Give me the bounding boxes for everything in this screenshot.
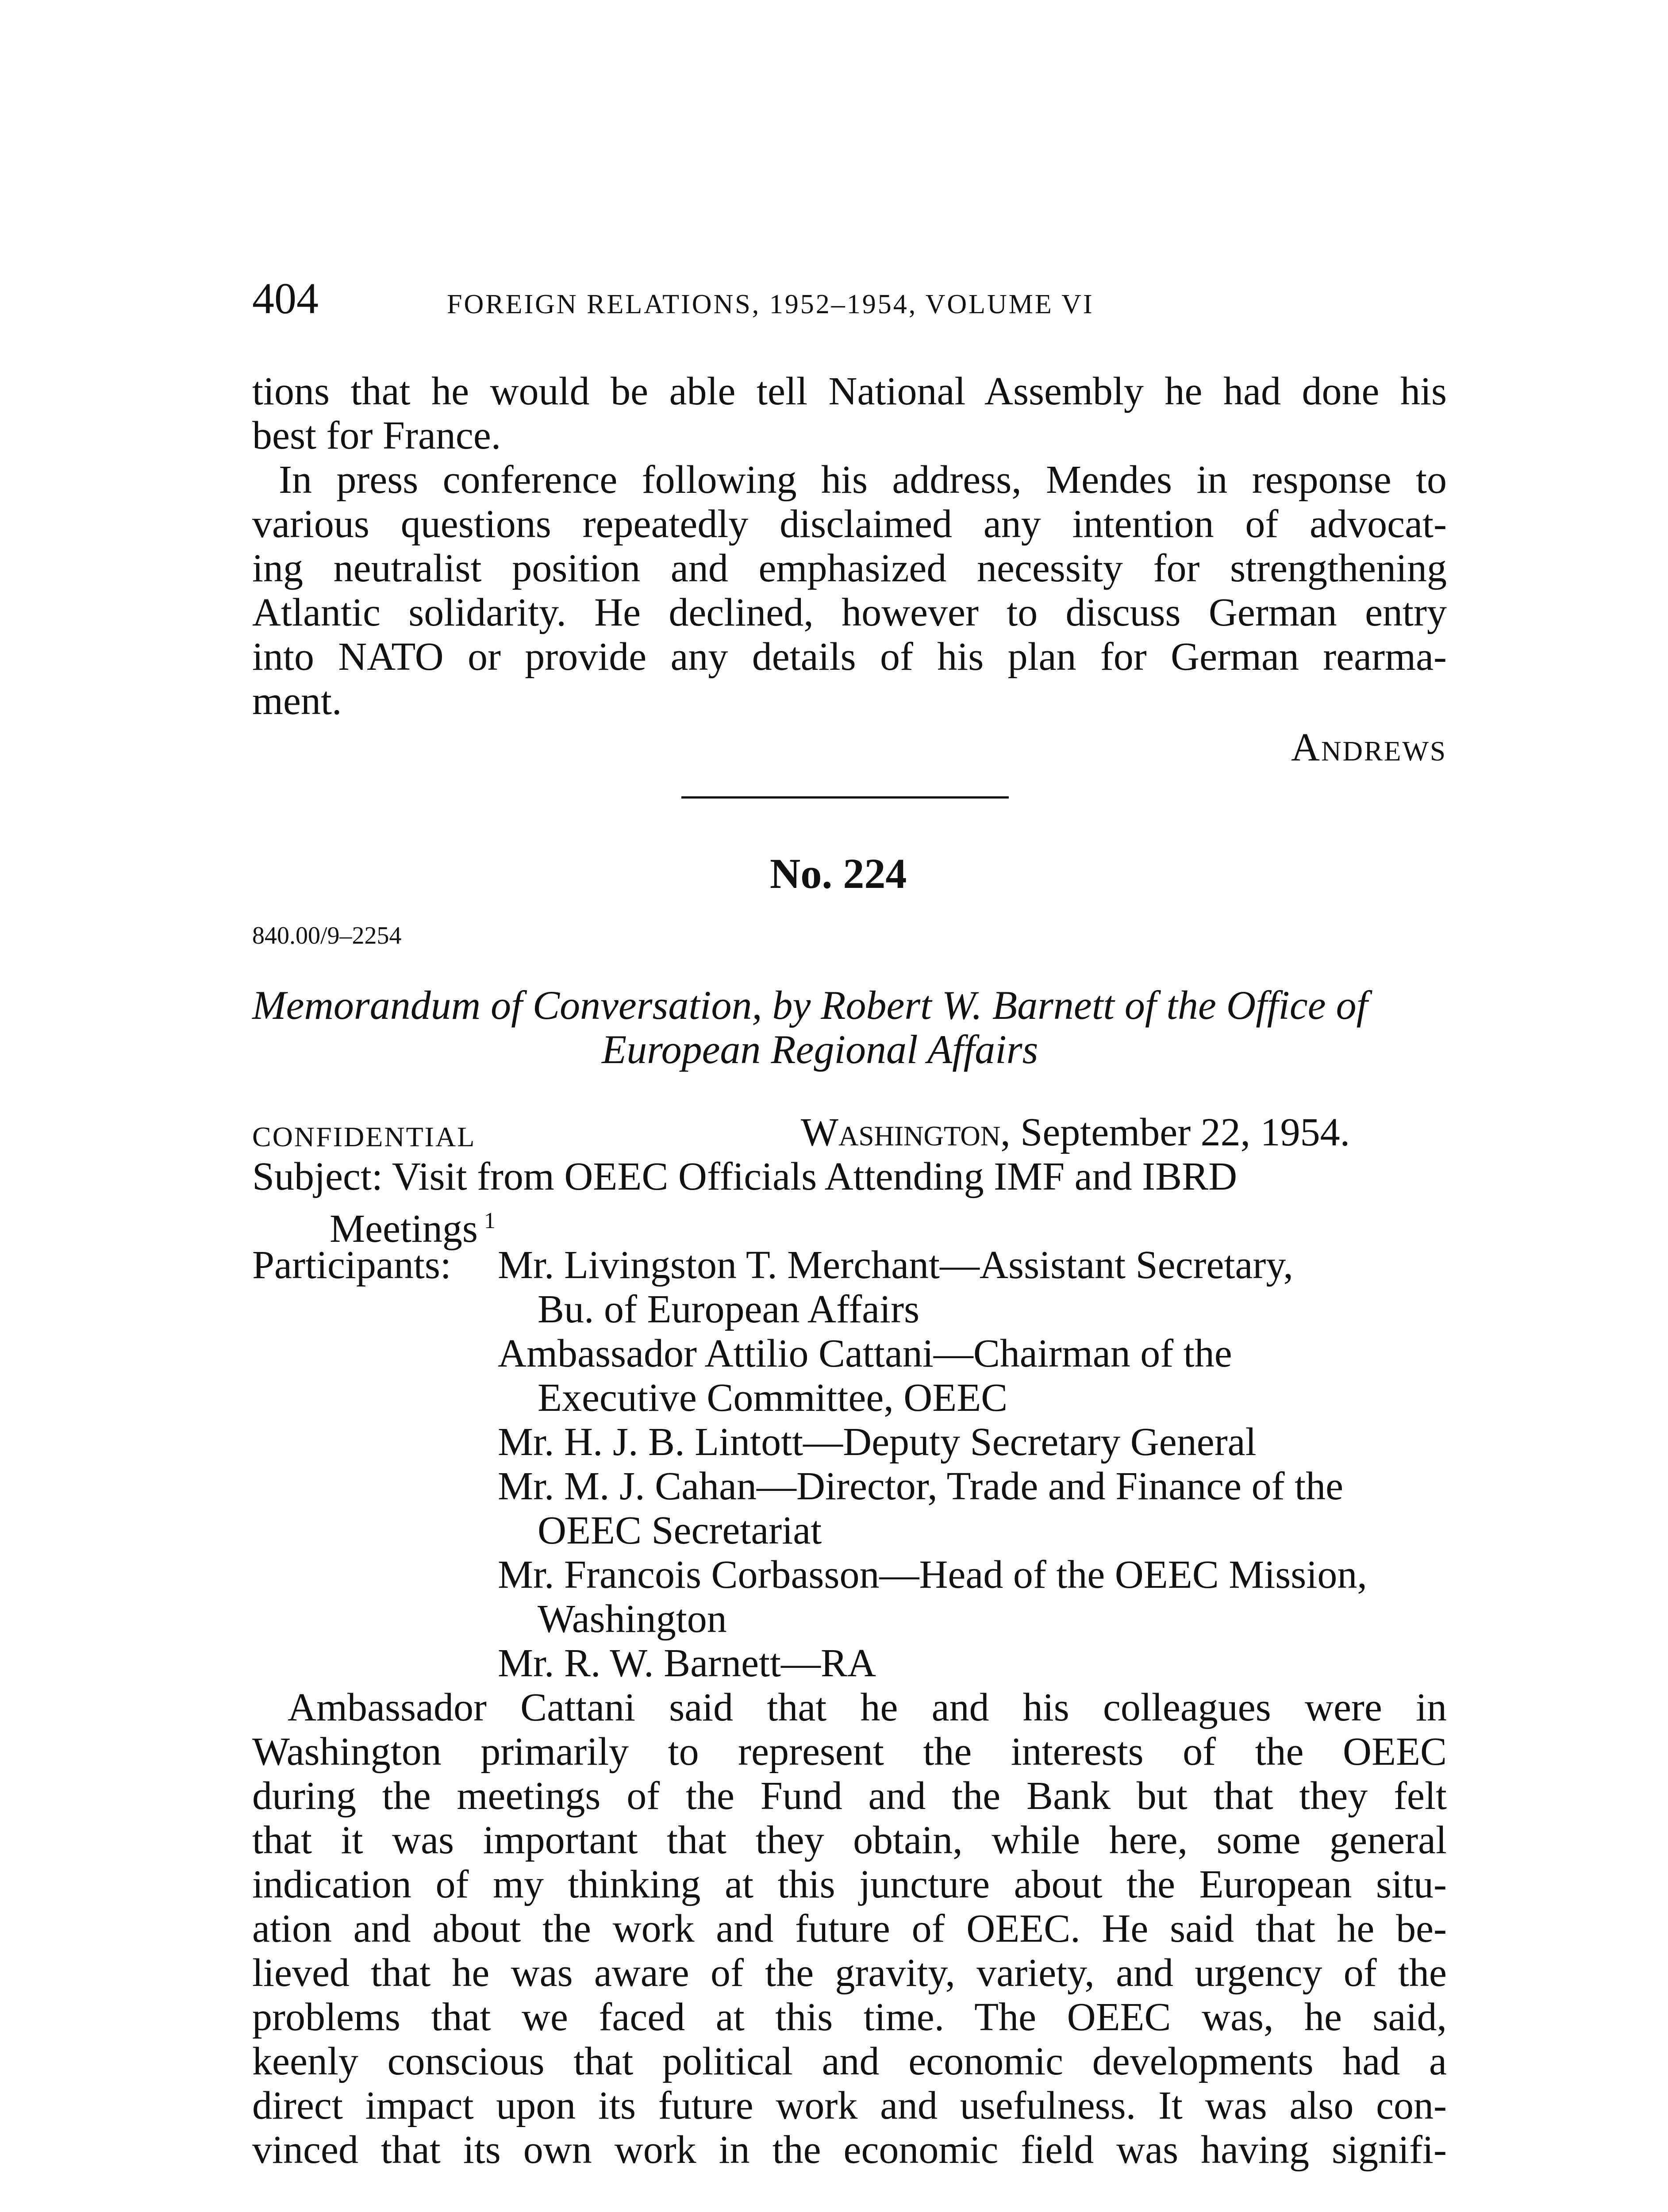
participant-line: Mr. M. J. Cahan—Director, Trade and Finance of the xyxy=(498,1464,1344,1508)
participant-line: Mr. R. W. Barnett—RA xyxy=(498,1641,876,1685)
body-line: problems that we faced at this time. The OEEC was, he said, xyxy=(252,1995,1447,2039)
body-line: Ambassador Cattani said that he and his colleagues were in xyxy=(288,1686,1447,1729)
running-title: FOREIGN RELATIONS, 1952–1954, VOLUME VI xyxy=(447,289,1094,319)
participant-line: Bu. of European Affairs xyxy=(538,1287,920,1331)
press-paragraph-line: ing neutralist position and emphasized necessity for strengthening xyxy=(252,546,1447,590)
subject-text: Meetings xyxy=(330,1207,478,1251)
signature: Andrews xyxy=(1291,726,1447,769)
subject-line xyxy=(252,1155,1237,1199)
body-line: ation and about the work and future of OEEC. He said that he be- xyxy=(252,1907,1447,1951)
participant-line: Mr. Livingston T. Merchant—Assistant Secretary, xyxy=(498,1243,1294,1287)
press-paragraph-line: ment. xyxy=(252,679,342,723)
dateline-place: Washington, xyxy=(801,1110,1011,1154)
dateline xyxy=(801,1110,1350,1155)
body-line: vinced that its own work in the economic field was having signifi- xyxy=(252,2128,1447,2172)
dateline-date: September 22, 1954. xyxy=(1020,1110,1350,1154)
subject-text: Visit from OEEC Officials Attending IMF and IBRD xyxy=(392,1155,1238,1198)
body-line: during the meetings of the Fund and the Bank but that they felt xyxy=(252,1774,1447,1818)
classification: CONFIDENTIAL xyxy=(252,1121,476,1152)
participant-line: OEEC Secretariat xyxy=(538,1509,822,1552)
body-line: keenly conscious that political and economic developments had a xyxy=(252,2039,1447,2083)
page-number: 404 xyxy=(252,274,319,323)
press-paragraph-line: In press conference following his address, Mendes in response to xyxy=(279,458,1447,502)
participant-line: Mr. Francois Corbasson—Head of the OEEC Mission, xyxy=(498,1553,1367,1597)
document-title: Memorandum of Conversation, by Robert W. Barnett of the Office of xyxy=(252,983,1368,1028)
document-title: European Regional Affairs xyxy=(602,1027,1038,1072)
file-number: 840.00/9–2254 xyxy=(252,922,402,949)
continuation-line: best for France. xyxy=(252,414,501,457)
participant-line: Washington xyxy=(538,1597,727,1641)
subject-label: Subject: xyxy=(252,1155,383,1198)
participant-line: Executive Committee, OEEC xyxy=(538,1376,1008,1420)
continuation-line: tions that he would be able tell National Assembly he had done his xyxy=(252,369,1447,413)
body-line: that it was important that they obtain, while here, some general xyxy=(252,1818,1447,1862)
body-line: Washington primarily to represent the interests of the OEEC xyxy=(252,1730,1447,1774)
press-paragraph-line: various questions repeatedly disclaimed any intention of advocat- xyxy=(252,502,1447,546)
participant-line: Ambassador Attilio Cattani—Chairman of the xyxy=(498,1332,1232,1375)
document-number: No. 224 xyxy=(770,850,907,897)
press-paragraph-line: Atlantic solidarity. He declined, however to discuss German entry xyxy=(252,591,1447,634)
section-divider xyxy=(681,796,1009,799)
participants-label: Participants: xyxy=(252,1243,451,1287)
participant-line: Mr. H. J. B. Lintott—Deputy Secretary General xyxy=(498,1420,1257,1464)
press-paragraph-line: into NATO or provide any details of his plan for German rearma- xyxy=(252,635,1447,679)
body-line: indication of my thinking at this juncture about the European situ- xyxy=(252,1863,1447,1906)
body-line: direct impact upon its future work and usefulness. It was also con- xyxy=(252,2084,1447,2128)
body-line: lieved that he was aware of the gravity, variety, and urgency of the xyxy=(252,1951,1447,1995)
footnote-reference: 1 xyxy=(484,1208,496,1233)
